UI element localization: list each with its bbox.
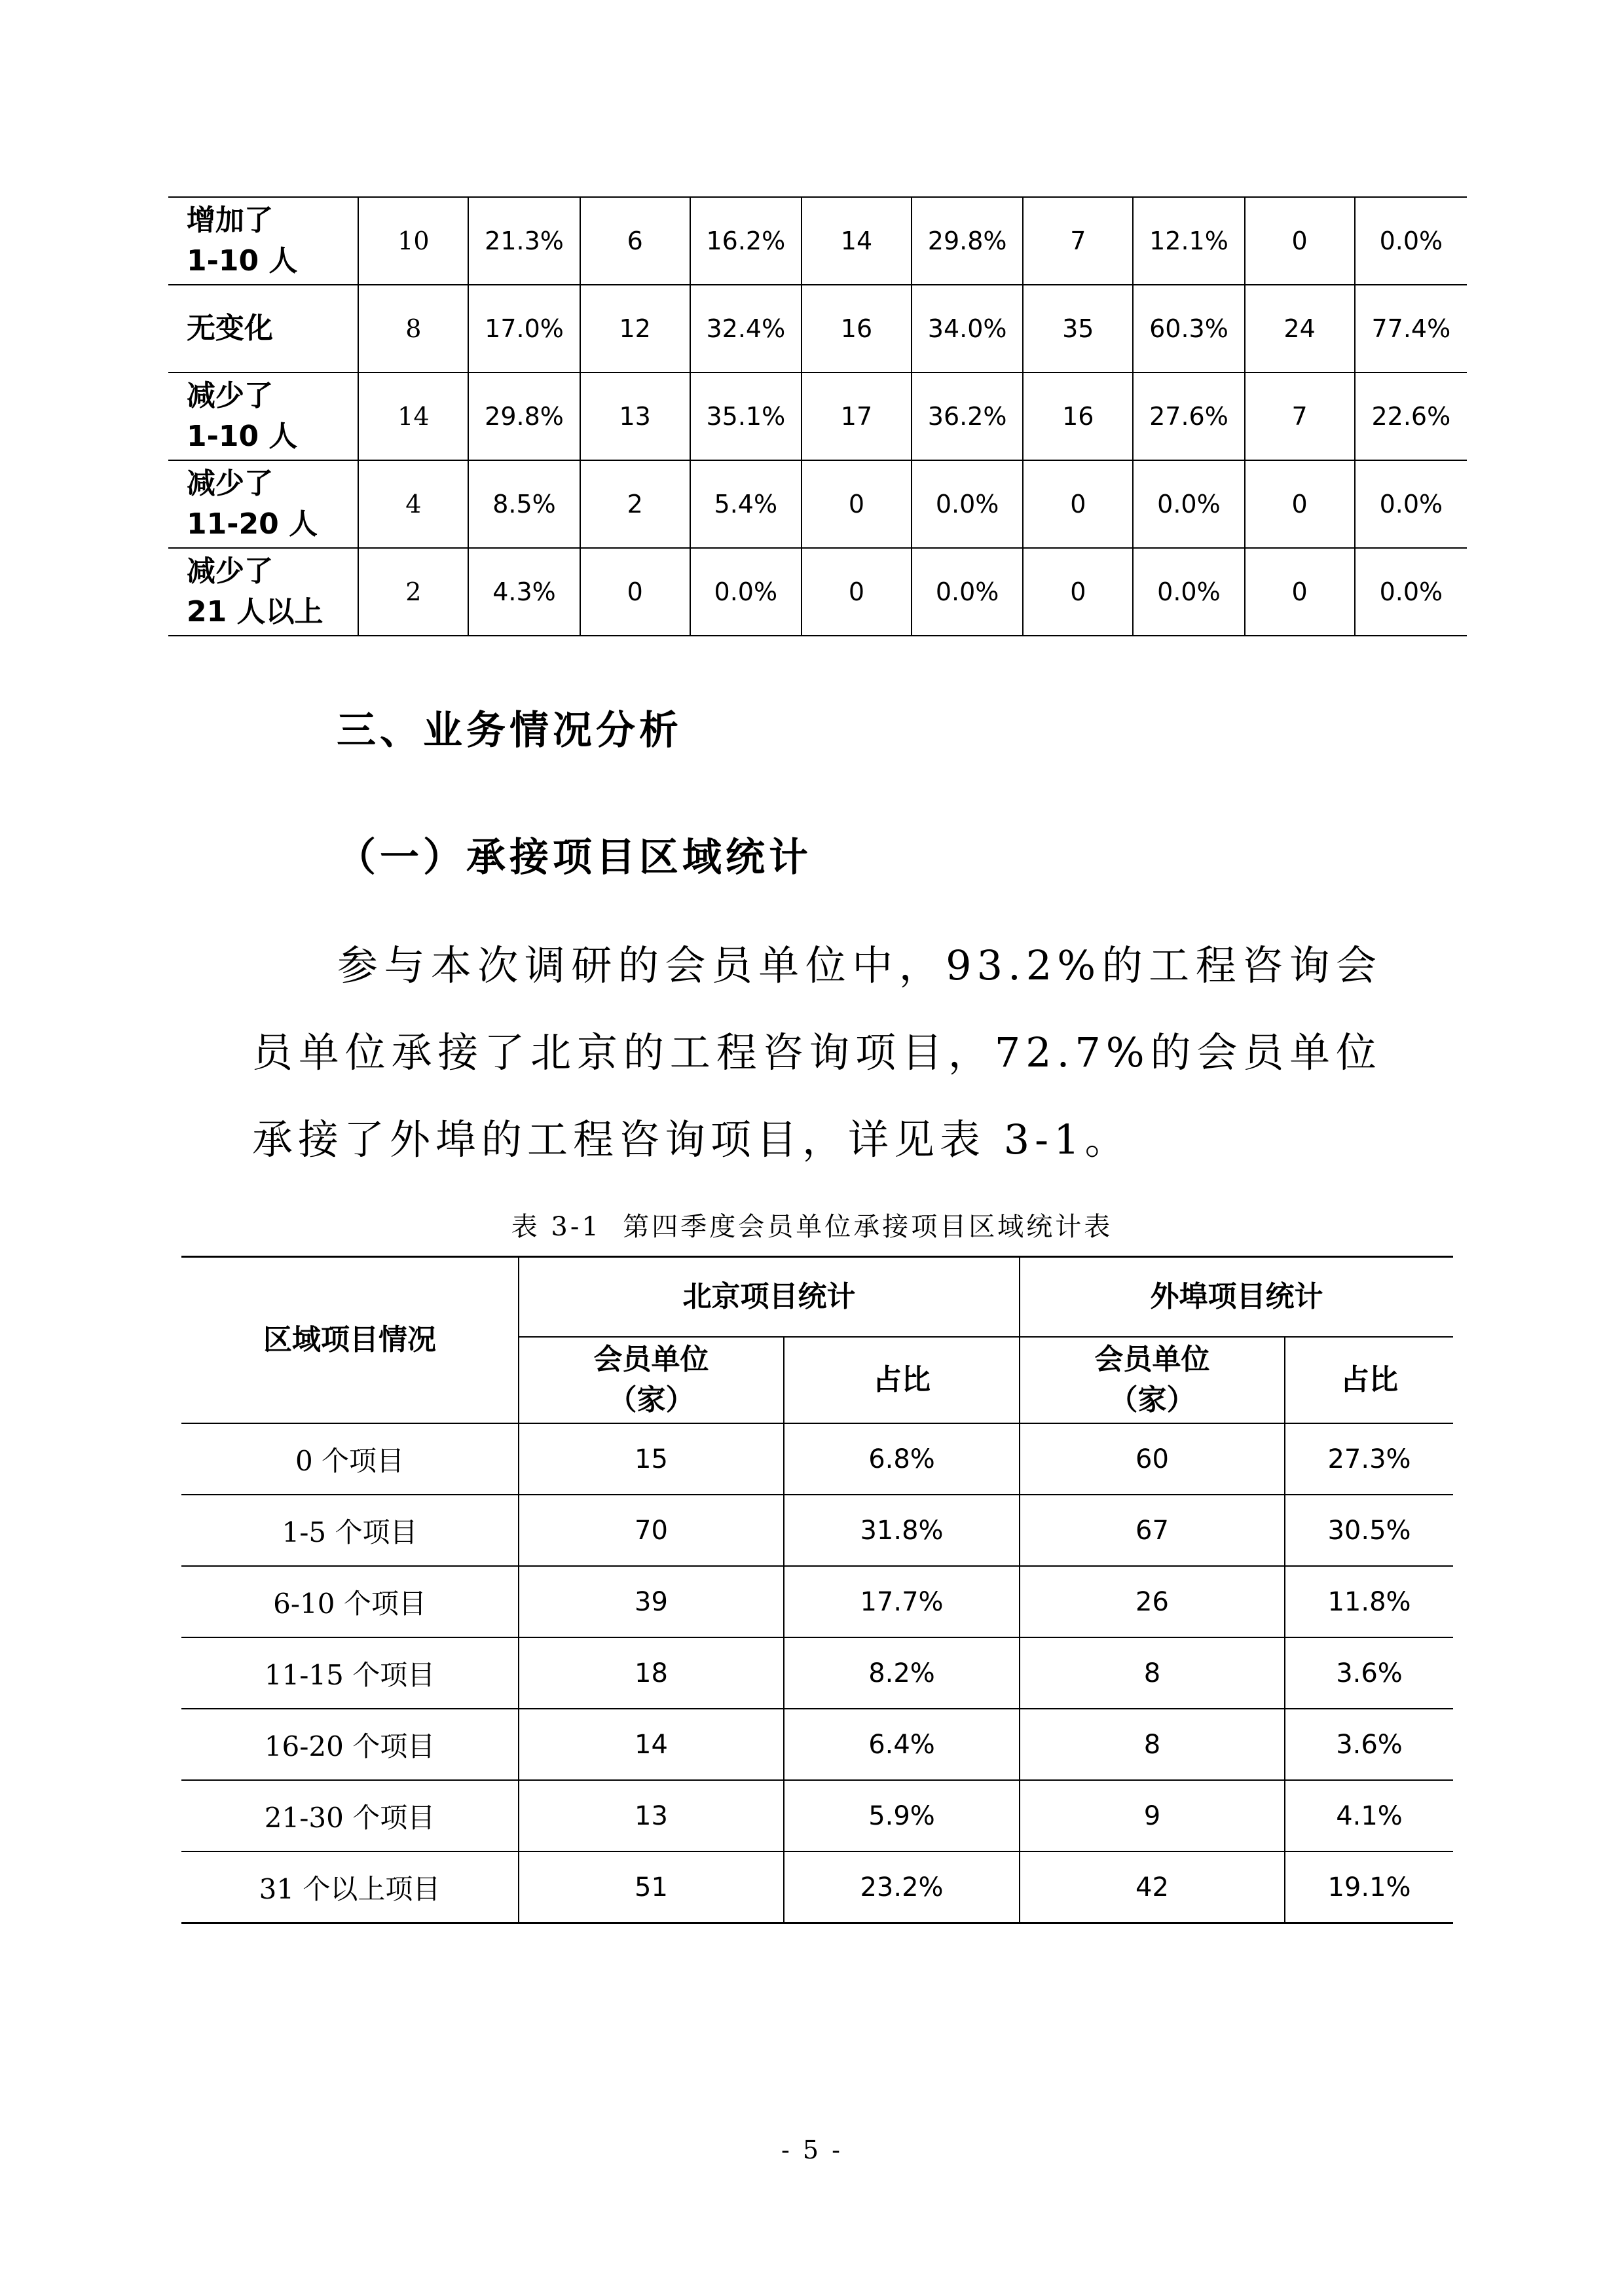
- units-header-label: 会员单位 （家）: [593, 1343, 709, 1417]
- percent-cell: 0.0%: [1133, 548, 1244, 636]
- count-cell: 35: [1023, 285, 1133, 373]
- percent-cell: 0.0%: [912, 548, 1023, 636]
- percent-cell: 0.0%: [690, 548, 802, 636]
- range-cell: 1-5 个项目: [181, 1495, 519, 1566]
- percent-cell: 29.8%: [468, 373, 580, 460]
- outside-ratio-cell: 3.6%: [1285, 1709, 1453, 1780]
- row-label: 减少了 11-20 人: [187, 467, 318, 541]
- range-cell: 6-10 个项目: [181, 1566, 519, 1637]
- percent-cell: 0.0%: [1355, 460, 1467, 548]
- count-cell: 16: [802, 285, 912, 373]
- beijing-ratio-header: 占比: [784, 1337, 1020, 1423]
- count-cell: 14: [802, 197, 912, 285]
- beijing-units-cell: 18: [519, 1637, 784, 1709]
- percent-cell: 32.4%: [690, 285, 802, 373]
- table-row: [168, 197, 1467, 285]
- beijing-ratio-cell: 31.8%: [784, 1495, 1020, 1566]
- outside-ratio-header: 占比: [1285, 1337, 1453, 1423]
- percent-cell: 0.0%: [1133, 460, 1244, 548]
- count-cell: 10: [358, 197, 468, 285]
- outside-ratio-cell: 4.1%: [1285, 1780, 1453, 1851]
- beijing-group-header: 北京项目统计: [519, 1257, 1020, 1338]
- count-cell: 0: [580, 548, 690, 636]
- count-cell: 4: [358, 460, 468, 548]
- range-cell: 0 个项目: [181, 1423, 519, 1495]
- percent-cell: 5.4%: [690, 460, 802, 548]
- count-cell: 14: [358, 373, 468, 460]
- percent-cell: 0.0%: [1355, 197, 1467, 285]
- outside-units-header: [1020, 1337, 1285, 1423]
- count-cell: 0: [802, 460, 912, 548]
- beijing-ratio-cell: 5.9%: [784, 1780, 1020, 1851]
- staff-change-table: [168, 196, 1467, 636]
- region-project-table: [181, 1256, 1453, 1924]
- percent-cell: 77.4%: [1355, 285, 1467, 373]
- count-cell: 7: [1023, 197, 1133, 285]
- table-row: [181, 1637, 1453, 1709]
- beijing-ratio-cell: 6.4%: [784, 1709, 1020, 1780]
- percent-cell: 0.0%: [912, 460, 1023, 548]
- table-row: [181, 1566, 1453, 1637]
- table-row: [168, 548, 1467, 636]
- beijing-units-cell: 13: [519, 1780, 784, 1851]
- percent-cell: 12.1%: [1133, 197, 1244, 285]
- beijing-ratio-cell: 23.2%: [784, 1851, 1020, 1923]
- row-label: 减少了 21 人以上: [187, 555, 323, 629]
- percent-cell: 22.6%: [1355, 373, 1467, 460]
- count-cell: 0: [1245, 460, 1355, 548]
- outside-ratio-cell: 3.6%: [1285, 1637, 1453, 1709]
- table-row: [168, 373, 1467, 460]
- outside-group-header: 外埠项目统计: [1020, 1257, 1453, 1338]
- outside-units-cell: 26: [1020, 1566, 1285, 1637]
- count-cell: 0: [802, 548, 912, 636]
- percent-cell: 60.3%: [1133, 285, 1244, 373]
- table-row: [181, 1423, 1453, 1495]
- outside-units-cell: 8: [1020, 1709, 1285, 1780]
- beijing-ratio-cell: 8.2%: [784, 1637, 1020, 1709]
- outside-ratio-cell: 11.8%: [1285, 1566, 1453, 1637]
- beijing-units-cell: 39: [519, 1566, 784, 1637]
- outside-units-cell: 67: [1020, 1495, 1285, 1566]
- percent-cell: 0.0%: [1355, 548, 1467, 636]
- outside-units-cell: 42: [1020, 1851, 1285, 1923]
- beijing-units-cell: 14: [519, 1709, 784, 1780]
- count-cell: 24: [1245, 285, 1355, 373]
- range-cell: 16-20 个项目: [181, 1709, 519, 1780]
- count-cell: 0: [1023, 548, 1133, 636]
- count-cell: 16: [1023, 373, 1133, 460]
- percent-cell: 16.2%: [690, 197, 802, 285]
- percent-cell: 17.0%: [468, 285, 580, 373]
- table-row: [168, 460, 1467, 548]
- units-header-label: 会员单位 （家）: [1094, 1343, 1210, 1417]
- range-cell: 11-15 个项目: [181, 1637, 519, 1709]
- count-cell: 0: [1245, 548, 1355, 636]
- beijing-units-header: [519, 1337, 784, 1423]
- beijing-units-cell: 15: [519, 1423, 784, 1495]
- count-cell: 2: [358, 548, 468, 636]
- row-label: 减少了 1-10 人: [187, 379, 298, 453]
- percent-cell: 29.8%: [912, 197, 1023, 285]
- outside-units-cell: 8: [1020, 1637, 1285, 1709]
- beijing-units-cell: 70: [519, 1495, 784, 1566]
- percent-cell: 21.3%: [468, 197, 580, 285]
- beijing-units-cell: 51: [519, 1851, 784, 1923]
- beijing-ratio-cell: 6.8%: [784, 1423, 1020, 1495]
- table-caption: 表 3-1 第四季度会员单位承接项目区域统计表: [511, 1212, 1113, 1242]
- row-label: 增加了 1-10 人: [187, 204, 298, 278]
- table-row: [168, 285, 1467, 373]
- subsection-heading: （一）承接项目区域统计: [337, 835, 812, 881]
- count-cell: 0: [1023, 460, 1133, 548]
- table-row: [181, 1495, 1453, 1566]
- outside-ratio-cell: 30.5%: [1285, 1495, 1453, 1566]
- page-number: - 5 -: [781, 2136, 843, 2164]
- count-cell: 6: [580, 197, 690, 285]
- range-cell: 31 个以上项目: [181, 1851, 519, 1923]
- row-label: 无变化: [187, 312, 273, 345]
- table-row: [181, 1851, 1453, 1923]
- outside-units-cell: 60: [1020, 1423, 1285, 1495]
- percent-cell: 35.1%: [690, 373, 802, 460]
- percent-cell: 27.6%: [1133, 373, 1244, 460]
- body-paragraph: 参与本次调研的会员单位中，93.2%的工程咨询会员单位承接了北京的工程咨询项目，72.7%的会员单位承接了外埠的工程咨询项目，详见表 3-1。: [252, 941, 1382, 1163]
- outside-ratio-cell: 27.3%: [1285, 1423, 1453, 1495]
- percent-cell: 8.5%: [468, 460, 580, 548]
- row-header-cell: 区域项目情况: [181, 1257, 519, 1424]
- table-row: [181, 1709, 1453, 1780]
- percent-cell: 4.3%: [468, 548, 580, 636]
- count-cell: 2: [580, 460, 690, 548]
- count-cell: 12: [580, 285, 690, 373]
- table-row: [181, 1780, 1453, 1851]
- outside-ratio-cell: 19.1%: [1285, 1851, 1453, 1923]
- count-cell: 0: [1245, 197, 1355, 285]
- section-heading: 三、业务情况分析: [337, 708, 682, 754]
- outside-units-cell: 9: [1020, 1780, 1285, 1851]
- range-cell: 21-30 个项目: [181, 1780, 519, 1851]
- beijing-ratio-cell: 17.7%: [784, 1566, 1020, 1637]
- percent-cell: 36.2%: [912, 373, 1023, 460]
- count-cell: 17: [802, 373, 912, 460]
- count-cell: 7: [1245, 373, 1355, 460]
- count-cell: 13: [580, 373, 690, 460]
- percent-cell: 34.0%: [912, 285, 1023, 373]
- count-cell: 8: [358, 285, 468, 373]
